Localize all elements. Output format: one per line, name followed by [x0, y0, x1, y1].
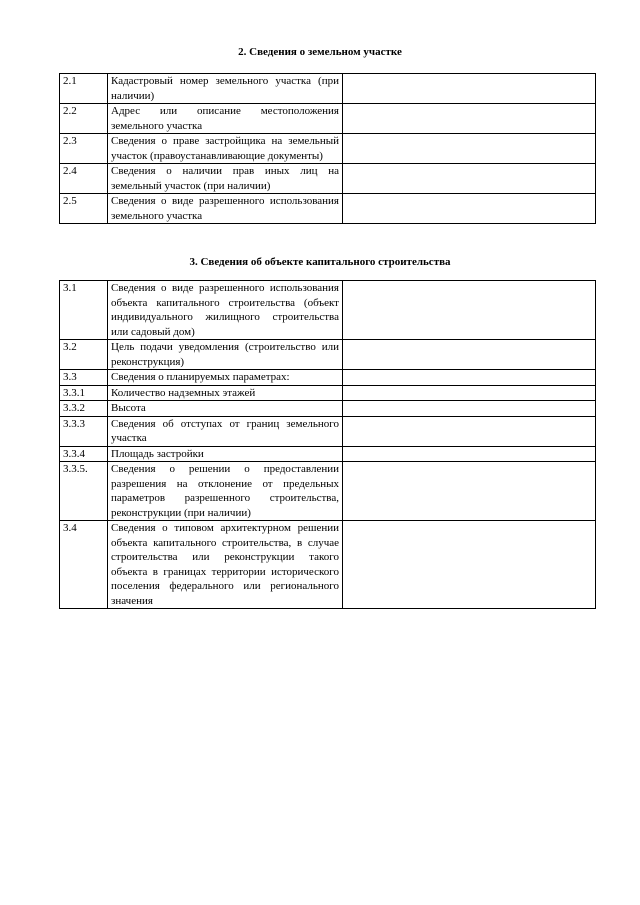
- table-row: [60, 104, 596, 134]
- row-number: 3.4: [60, 521, 108, 609]
- row-number: 3.3: [60, 370, 108, 386]
- row-label: Кадастровый номер земельного участка (при наличии): [108, 74, 343, 104]
- row-value-field[interactable]: [343, 385, 596, 401]
- construction-object-table: [59, 280, 596, 609]
- table-row: [60, 521, 596, 609]
- row-number: 3.3.1: [60, 385, 108, 401]
- row-value-field[interactable]: [343, 74, 596, 104]
- row-value-field[interactable]: [343, 521, 596, 609]
- row-label: Сведения о наличии прав иных лиц на земельный участок (при наличии): [108, 164, 343, 194]
- section-3-title: 3. Сведения об объекте капитального строительства: [189, 256, 451, 268]
- row-label: Цель подачи уведомления (строительство или реконструкция): [108, 340, 343, 370]
- row-number: 3.1: [60, 281, 108, 340]
- row-value-field[interactable]: [343, 281, 596, 340]
- row-number: 2.2: [60, 104, 108, 134]
- row-number: 2.1: [60, 74, 108, 104]
- table-row: [60, 134, 596, 164]
- row-label: Сведения об отступах от границ земельного участка: [108, 416, 343, 446]
- row-label: Сведения о планируемых параметрах:: [108, 370, 343, 386]
- row-label: Сведения о праве застройщика на земельный участок (правоустанавливающие документы): [108, 134, 343, 164]
- row-number: 2.5: [60, 194, 108, 224]
- table-row: [60, 340, 596, 370]
- row-number: 3.3.5.: [60, 462, 108, 521]
- table-row: [60, 370, 596, 386]
- row-value-field[interactable]: [343, 164, 596, 194]
- row-label: Высота: [108, 401, 343, 417]
- row-label: Сведения о виде разрешенного использования объекта капитального строительства (объект индивидуального жилищного строительства или садовый дом): [108, 281, 343, 340]
- table-row: [60, 446, 596, 462]
- row-label: Адрес или описание местоположения земельного участка: [108, 104, 343, 134]
- table-row: [60, 401, 596, 417]
- row-value-field[interactable]: [343, 401, 596, 417]
- row-label: Сведения о типовом архитектурном решении объекта капитального строительства, в случае строительства или реконструкции такого объекта в границах территории исторического поселения федерального или регионального значения: [108, 521, 343, 609]
- row-number: 3.3.3: [60, 416, 108, 446]
- row-value-field[interactable]: [343, 416, 596, 446]
- table-row: [60, 164, 596, 194]
- table-row: [60, 194, 596, 224]
- row-number: 3.2: [60, 340, 108, 370]
- row-value-field[interactable]: [343, 194, 596, 224]
- row-label: Количество надземных этажей: [108, 385, 343, 401]
- row-value-field[interactable]: [343, 446, 596, 462]
- row-number: 3.3.4: [60, 446, 108, 462]
- row-number: 2.3: [60, 134, 108, 164]
- row-value-field[interactable]: [343, 462, 596, 521]
- row-value-field[interactable]: [343, 134, 596, 164]
- row-value-field[interactable]: [343, 370, 596, 386]
- table-row: [60, 416, 596, 446]
- row-label: Сведения о виде разрешенного использования земельного участка: [108, 194, 343, 224]
- land-plot-table: [59, 73, 596, 224]
- table-row: [60, 462, 596, 521]
- row-label: Сведения о решении о предоставлении разрешения на отклонение от предельных параметров разрешенного строительства, реконструкции (при наличии): [108, 462, 343, 521]
- row-number: 2.4: [60, 164, 108, 194]
- section-2-title: 2. Сведения о земельном участке: [238, 46, 402, 58]
- row-number: 3.3.2: [60, 401, 108, 417]
- table-row: [60, 385, 596, 401]
- row-value-field[interactable]: [343, 340, 596, 370]
- table-row: [60, 74, 596, 104]
- row-value-field[interactable]: [343, 104, 596, 134]
- table-row: [60, 281, 596, 340]
- row-label: Площадь застройки: [108, 446, 343, 462]
